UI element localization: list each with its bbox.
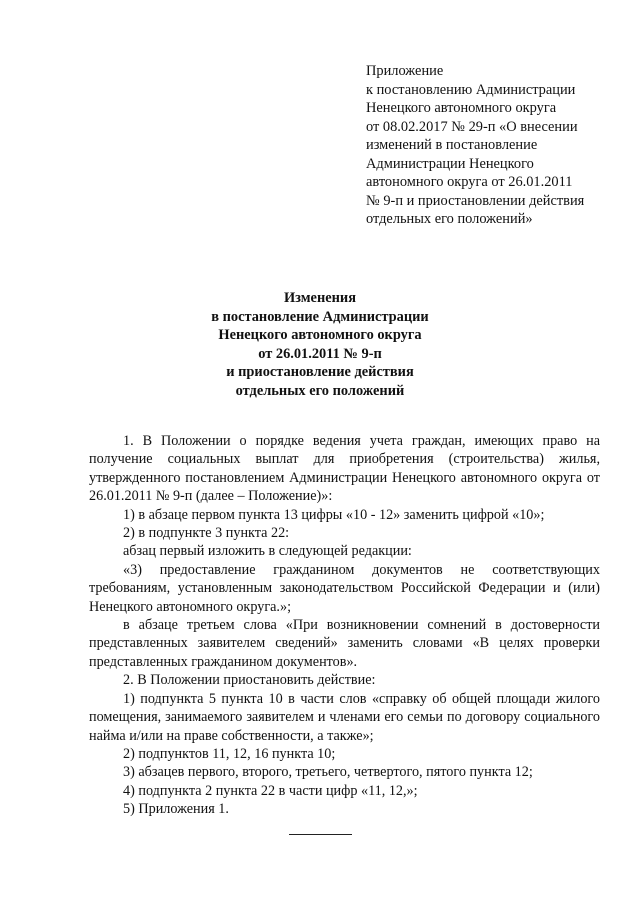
paragraph: 4) подпункта 2 пункта 22 в части цифр «11, 12,»;	[123, 782, 418, 799]
annex-line: автономного округа от 26.01.2011	[366, 174, 573, 190]
title-line: в постановление Администрации	[211, 308, 429, 325]
paragraph: 1. В Положении о порядке ведения учета граждан, имеющих право на получение социальных выплат для приобретения (строительства) жилья, утвержденного постановлением Администрации Ненецкого автономного округа от 26.01.2011 № 9-п (далее – Положение)»:	[89, 433, 600, 505]
document-title	[100, 289, 540, 400]
paragraph: «3) предоставление гражданином документов не соответствующих требованиям, установленным законодательством Российской Федерации и (или) Ненецкого автономного округа.»;	[89, 561, 600, 615]
annex-block	[366, 62, 628, 229]
paragraph: 1) в абзаце первом пункта 13 цифры «10 - 12» заменить цифрой «10»;	[123, 506, 545, 523]
annex-line: Ненецкого автономного округа	[366, 100, 557, 116]
title-line: Ненецкого автономного округа	[218, 327, 422, 343]
annex-line: от 08.02.2017 № 29-п «О внесении	[366, 118, 578, 135]
title-line: и приостановление действия	[226, 364, 414, 380]
title-line: от 26.01.2011 № 9-п	[258, 345, 382, 362]
annex-line: Администрации Ненецкого	[366, 155, 534, 172]
paragraph: 1) подпункта 5 пункта 10 в части слов «справку об общей площади жилого помещения, занимаемого заявителем и членами его семьи по договору социального найма и/или на праве собственности, а также»;	[89, 690, 600, 744]
document-body	[89, 432, 600, 819]
paragraph: 2) в подпункте 3 пункта 22:	[123, 525, 290, 542]
paragraph: 3) абзацев первого, второго, третьего, четвертого, пятого пункта 12;	[123, 764, 533, 781]
annex-line: № 9-п и приостановлении действия	[366, 192, 585, 209]
title-line: отдельных его положений	[235, 382, 405, 399]
paragraph: 2) подпунктов 11, 12, 16 пункта 10;	[123, 745, 336, 762]
paragraph: 2. В Положении приостановить действие:	[123, 672, 376, 689]
paragraph: 5) Приложения 1.	[123, 801, 229, 818]
paragraph: в абзаце третьем слова «При возникновении сомнений в достоверности представленных заявителем сведений» заменить словами «В целях проверки представленных гражданином документов».	[89, 617, 600, 670]
annex-line: изменений в постановление	[366, 137, 538, 153]
end-separator-line	[289, 834, 352, 835]
paragraph: абзац первый изложить в следующей редакции:	[123, 543, 412, 560]
annex-line: к постановлению Администрации	[366, 81, 576, 98]
title-line: Изменения	[283, 290, 356, 306]
annex-line: отдельных его положений»	[366, 211, 533, 227]
annex-line: Приложение	[366, 63, 444, 79]
